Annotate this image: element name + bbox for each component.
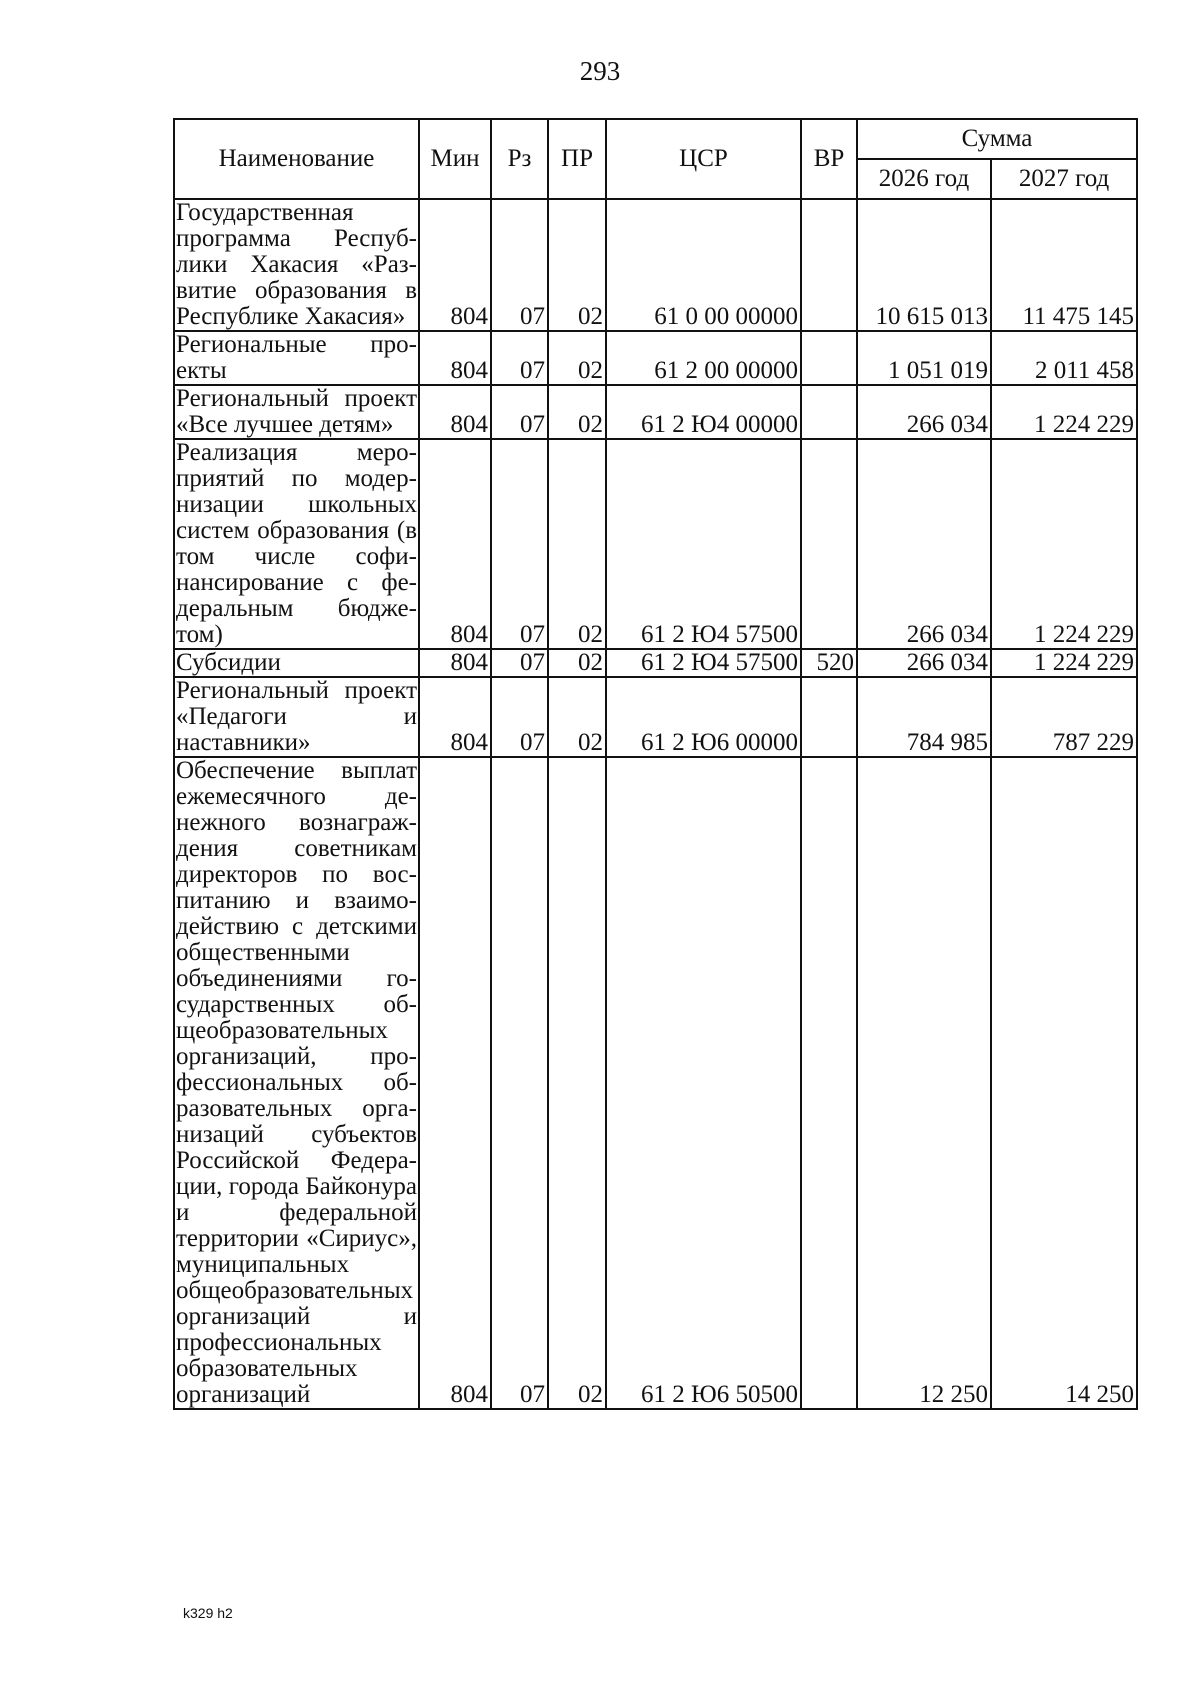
cell-min: 804 [419, 649, 491, 677]
cell-csr: 61 2 Ю4 57500 [606, 439, 801, 649]
cell-rz: 07 [491, 439, 548, 649]
cell-pr: 02 [548, 199, 606, 331]
header-csr: ЦСР [606, 119, 801, 199]
cell-csr: 61 2 Ю4 00000 [606, 385, 801, 439]
table-row [174, 331, 1137, 385]
cell-name: Субсидии [174, 649, 419, 677]
cell-sum-2026: 12 250 [857, 757, 991, 1409]
cell-min: 804 [419, 677, 491, 757]
cell-csr: 61 2 Ю6 50500 [606, 757, 801, 1409]
header-vr: ВР [801, 119, 857, 199]
cell-sum-2027: 2 011 458 [991, 331, 1137, 385]
cell-pr: 02 [548, 385, 606, 439]
cell-sum-2027: 1 224 229 [991, 439, 1137, 649]
header-sum: Сумма [857, 119, 1137, 159]
cell-name: Региональные проекты [176, 331, 417, 384]
cell-name: Региональный проект «Педагоги и наставники» [176, 677, 417, 756]
cell-csr: 61 2 Ю6 00000 [606, 677, 801, 757]
cell-rz: 07 [491, 385, 548, 439]
table-row [174, 649, 1137, 677]
cell-sum-2026: 266 034 [857, 385, 991, 439]
table-row [174, 385, 1137, 439]
cell-sum-2027: 1 224 229 [991, 649, 1137, 677]
cell-min: 804 [419, 199, 491, 331]
cell-rz: 07 [491, 757, 548, 1409]
header-pr: ПР [548, 119, 606, 199]
cell-name: Государственная программа Республики Хакасия «Развитие образования в Республике Хакасия» [176, 199, 417, 330]
cell-sum-2027: 11 475 145 [991, 199, 1137, 331]
cell-sum-2026: 10 615 013 [857, 199, 991, 331]
cell-vr [801, 199, 857, 331]
header-min: Мин [419, 119, 491, 199]
cell-min: 804 [419, 385, 491, 439]
cell-sum-2026: 784 985 [857, 677, 991, 757]
budget-table [173, 118, 1138, 1410]
cell-name: Реализация мероприятий по модернизации школьных систем образования (в том числе софинансирование с федеральным бюджетом) [176, 439, 417, 648]
cell-csr: 61 0 00 00000 [606, 199, 801, 331]
table-row [174, 199, 1137, 331]
page-number: 293 [579, 56, 621, 86]
cell-sum-2026: 1 051 019 [857, 331, 991, 385]
cell-min: 804 [419, 439, 491, 649]
cell-rz: 07 [491, 331, 548, 385]
table-row [174, 439, 1137, 649]
cell-sum-2026: 266 034 [857, 439, 991, 649]
table-row [174, 757, 1137, 1409]
cell-sum-2026: 266 034 [857, 649, 991, 677]
cell-min: 804 [419, 331, 491, 385]
cell-sum-2027: 787 229 [991, 677, 1137, 757]
cell-pr: 02 [548, 677, 606, 757]
cell-pr: 02 [548, 331, 606, 385]
cell-vr [801, 439, 857, 649]
cell-name: Региональный проект «Все лучшее детям» [176, 385, 417, 438]
table-row [174, 677, 1137, 757]
cell-vr [801, 385, 857, 439]
cell-rz: 07 [491, 199, 548, 331]
cell-vr [801, 677, 857, 757]
cell-pr: 02 [548, 757, 606, 1409]
cell-csr: 61 2 00 00000 [606, 331, 801, 385]
header-row-1 [174, 119, 1137, 159]
cell-sum-2027: 1 224 229 [991, 385, 1137, 439]
cell-csr: 61 2 Ю4 57500 [606, 649, 801, 677]
header-year-2027: 2027 год [991, 159, 1137, 199]
header-rz: Рз [491, 119, 548, 199]
cell-rz: 07 [491, 649, 548, 677]
cell-min: 804 [419, 757, 491, 1409]
cell-rz: 07 [491, 677, 548, 757]
header-name: Наименование [174, 119, 419, 199]
header-year-2026: 2026 год [857, 159, 991, 199]
cell-name: Обеспечение выплат ежемесячного денежного вознаграждения советникам директоров по воспитанию и взаимодействию с детскими общественными объединениями государственных общеобразовательных организаций, профессиональных образовательных организаций субъектов Российской Федерации, города Байконура и федеральной территории «Сириус», муниципальных общеобразовательных организаций и профессиональных образовательных организаций [176, 757, 417, 1408]
cell-vr [801, 757, 857, 1409]
cell-vr [801, 331, 857, 385]
cell-pr: 02 [548, 649, 606, 677]
cell-sum-2027: 14 250 [991, 757, 1137, 1409]
footer-code: k329 h2 [183, 1605, 233, 1621]
cell-vr: 520 [801, 649, 857, 677]
cell-pr: 02 [548, 439, 606, 649]
